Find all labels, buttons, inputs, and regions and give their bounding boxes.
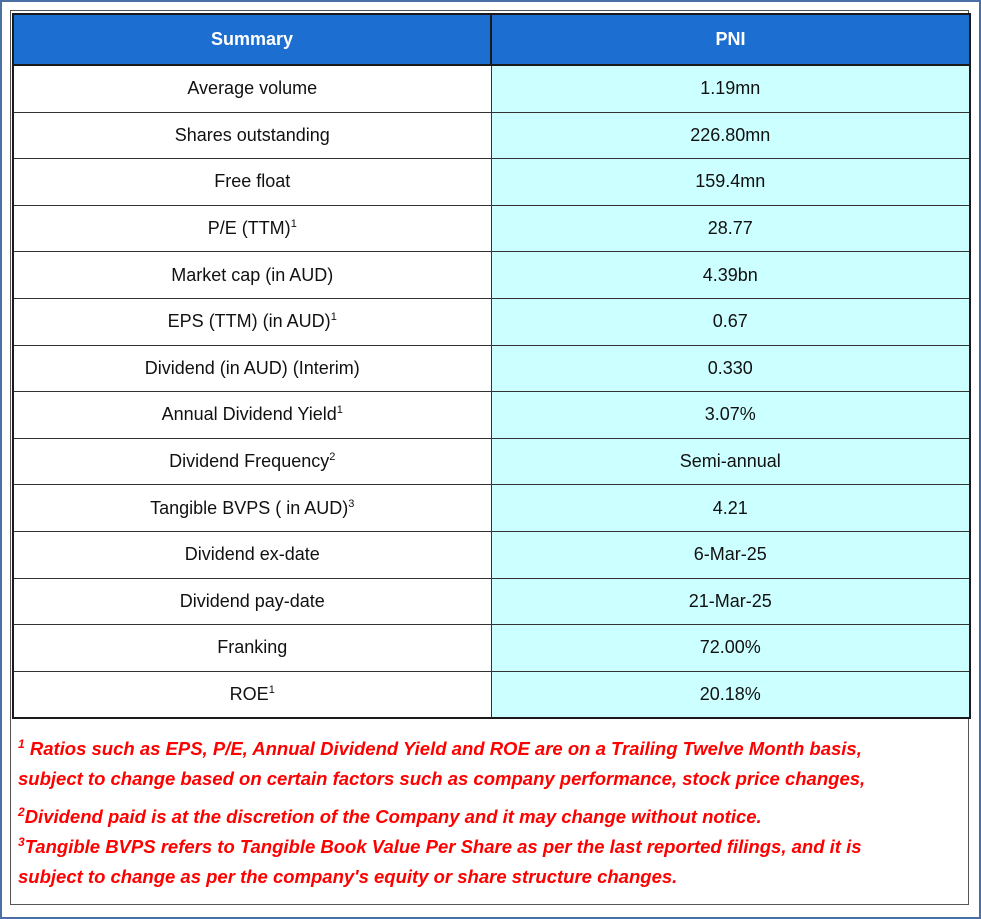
- table-row: [13, 485, 970, 532]
- footnote-1: $^1$ Ratios such as EPS, P/E, Annual Dividend Yield and ROE are on a Trailing Twelve Month basis, subject to change based on certain factors such as company performance, stock price changes,: [18, 736, 866, 789]
- table-row: [13, 112, 970, 159]
- table-row: [13, 345, 970, 392]
- footnotes: [18, 734, 968, 892]
- row-value: 226.80mn: [491, 112, 970, 159]
- row-label: ROE$^1$: [13, 671, 491, 718]
- footnote-3: $^3$Tangible BVPS refers to Tangible Book Value Per Share as per the last reported filings, and it is subject to change as per the company's equity or share structure changes.: [18, 834, 862, 887]
- footnote-2: $^2$Dividend paid is at the discretion of the Company and it may change without notice.: [18, 804, 762, 827]
- row-label: Average volume: [13, 65, 491, 112]
- row-label: Dividend pay-date: [13, 578, 491, 625]
- row-label: Market cap (in AUD): [13, 252, 491, 299]
- table-row: [13, 159, 970, 206]
- row-value: 4.39bn: [491, 252, 970, 299]
- row-label: Annual Dividend Yield$^1$: [13, 392, 491, 439]
- row-value: Semi-annual: [491, 438, 970, 485]
- row-label: Shares outstanding: [13, 112, 491, 159]
- row-value: 1.19mn: [491, 65, 970, 112]
- row-value: 20.18%: [491, 671, 970, 718]
- table-row: [13, 531, 970, 578]
- table-row: [13, 205, 970, 252]
- row-value: 0.330: [491, 345, 970, 392]
- row-value: 4.21: [491, 485, 970, 532]
- table-header-row: [13, 14, 970, 65]
- row-label: EPS (TTM) (in AUD)$^1$: [13, 298, 491, 345]
- row-label: Dividend (in AUD) (Interim): [13, 345, 491, 392]
- header-summary: Summary: [13, 14, 491, 65]
- row-label: Dividend ex-date: [13, 531, 491, 578]
- table-row: [13, 578, 970, 625]
- header-ticker: PNI: [491, 14, 970, 65]
- row-value: 28.77: [491, 205, 970, 252]
- row-label: Tangible BVPS ( in AUD)$^3$: [13, 485, 491, 532]
- table-row: [13, 298, 970, 345]
- row-label: Dividend Frequency$^2$: [13, 438, 491, 485]
- row-value: 72.00%: [491, 625, 970, 672]
- row-value: 3.07%: [491, 392, 970, 439]
- row-value: 0.67: [491, 298, 970, 345]
- table-row: [13, 671, 970, 718]
- row-label: P/E (TTM)$^1$: [13, 205, 491, 252]
- table-row: [13, 65, 970, 112]
- row-label: Free float: [13, 159, 491, 206]
- row-value: 21-Mar-25: [491, 578, 970, 625]
- table-row: [13, 392, 970, 439]
- row-label: Franking: [13, 625, 491, 672]
- table-row: [13, 252, 970, 299]
- summary-table: [12, 13, 971, 719]
- row-value: 6-Mar-25: [491, 531, 970, 578]
- row-value: 159.4mn: [491, 159, 970, 206]
- table-row: [13, 438, 970, 485]
- table-row: [13, 625, 970, 672]
